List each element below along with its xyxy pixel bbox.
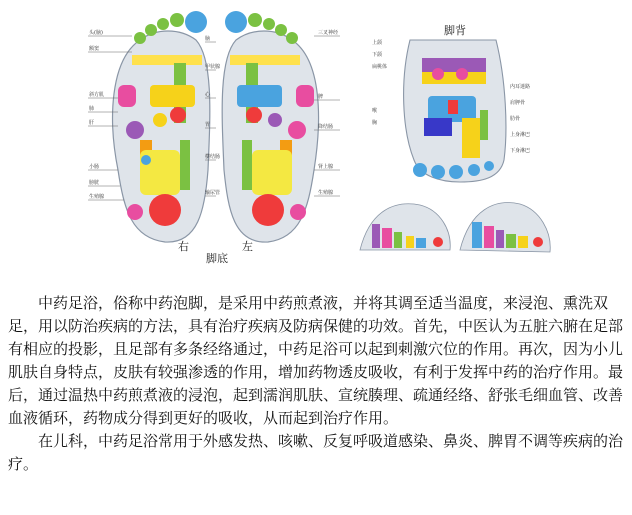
top-label-6: 内耳迷路 — [510, 84, 531, 90]
sole-label-17: 降结肠 — [318, 124, 334, 130]
top-label-8: 肋骨 — [510, 116, 521, 122]
sole-label-14: 输尿管 — [205, 190, 221, 196]
top-label-4: 喉 — [372, 108, 378, 114]
sole-label-16: 脾 — [318, 94, 324, 100]
sole-label-4: 肺 — [89, 106, 95, 112]
sole-label-19: 生殖腺 — [318, 190, 334, 196]
sole-label-8: 生殖腺 — [89, 194, 105, 200]
sole-left-caption: 左 — [242, 240, 253, 253]
sole-label-5: 肝 — [89, 120, 95, 126]
top-title: 脚背 — [444, 24, 466, 37]
sole-label-12: 胃 — [205, 122, 211, 128]
sole-label-9: 脑 — [205, 36, 211, 42]
top-label-7: 肩胛骨 — [510, 100, 526, 106]
top-label-1: 上颌 — [372, 40, 383, 46]
sole-right-caption: 右 — [178, 240, 189, 253]
left-foot-sole — [222, 11, 318, 242]
foot-side-diagram-inner — [360, 204, 450, 250]
foot-side-diagram-outer — [460, 203, 550, 252]
sole-label-7: 膀胱 — [89, 180, 100, 186]
sole-label-11: 心 — [205, 92, 211, 98]
top-label-3: 扁桃体 — [372, 64, 388, 70]
sole-label-10: 甲状腺 — [205, 64, 221, 70]
sole-label-3: 斜方肌 — [89, 92, 105, 98]
article-body — [8, 292, 624, 476]
top-label-2: 下颌 — [372, 52, 383, 58]
top-label-9: 上身淋巴 — [510, 132, 531, 138]
foot-top-diagram — [372, 23, 530, 182]
sole-label-2: 额窦 — [89, 46, 100, 52]
sole-label-15: 三叉神经 — [318, 30, 339, 36]
paragraph-2: 在儿科，中药足浴常用于外感发热、咳嗽、反复呼吸道感染、鼻炎、脾胃不调等疾病的治疗。 — [8, 432, 624, 473]
sole-title: 脚底 — [206, 252, 228, 265]
sole-label-13: 横结肠 — [205, 154, 221, 160]
top-label-10: 下身淋巴 — [510, 148, 531, 154]
sole-label-1: 头(脑) — [89, 30, 103, 36]
paragraph-1: 中药足浴，俗称中药泡脚，是采用中药煎煮液，并将其调至适当温度，来浸泡、熏洗双足，用以防治疾病的方法，具有治疗疾病及防病保健的功效。首先，中医认为五脏六腑在足部有相应的投影，且足部有多条经络通过，中药足浴可以起到刺激穴位的作用。再次，因为小儿肌肤自身特点，皮肤有较强渗透的作用，增加药物透皮吸收，有利于发挥中药的治疗作用。最后，通过温热中药煎煮液的浸泡，起到濡润肌肤、宣统腠理、疏通经络、舒张毛细血管、改善血液循环，药物成分得到更好的吸收，从而起到治疗作用。 — [8, 294, 624, 427]
sole-label-18: 肾上腺 — [318, 164, 334, 170]
top-label-5: 胸 — [372, 120, 378, 126]
right-foot-sole — [113, 11, 210, 242]
sole-label-6: 小肠 — [89, 164, 100, 170]
